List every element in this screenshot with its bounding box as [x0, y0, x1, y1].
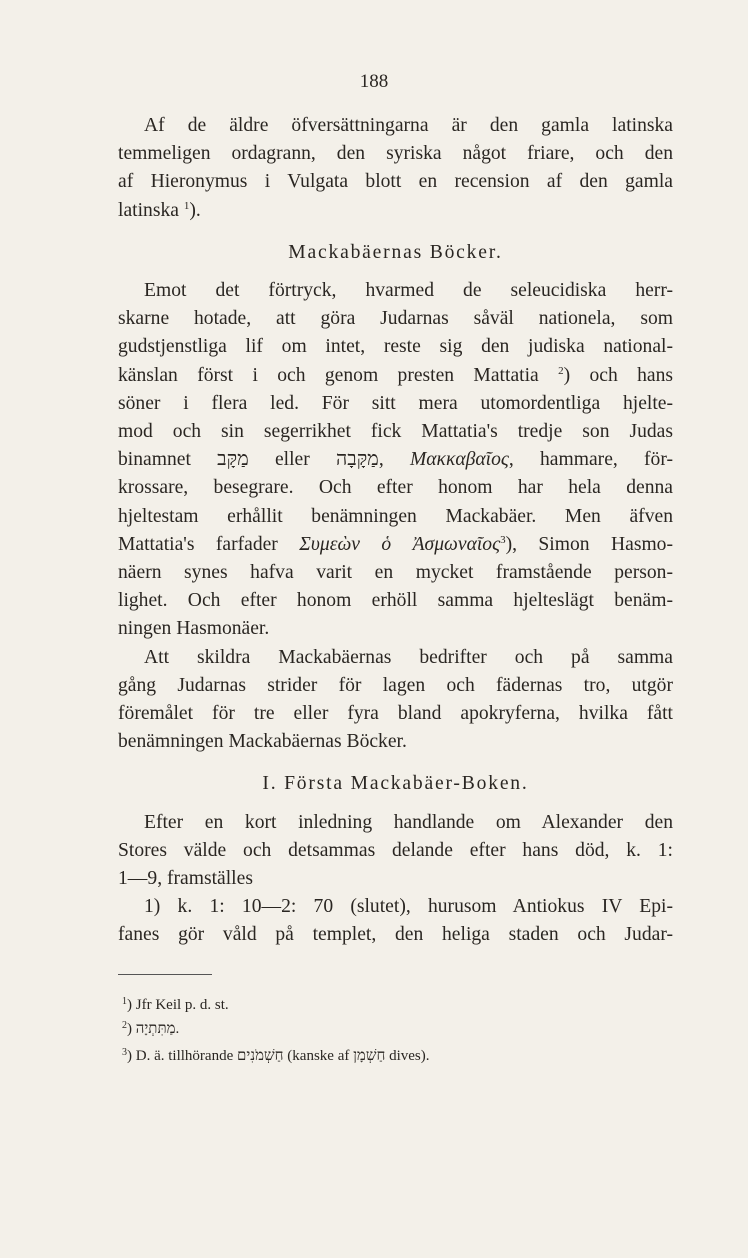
paragraph-point-1 [118, 893, 673, 949]
paragraph-introduction [118, 809, 673, 894]
text-line: benämningen Mackabäernas Böcker. [118, 731, 407, 753]
footnote-number: 3 [122, 1047, 127, 1058]
footnote-number: 2 [122, 1020, 127, 1031]
section-heading: Mackabäernas Böcker. [288, 241, 503, 263]
footnote-divider [118, 974, 212, 975]
footnote-mark: 1 [183, 199, 190, 212]
footnote-mark: 2 [558, 364, 564, 377]
greek-word: Μακκαβαῖος [409, 449, 509, 471]
page-number: 188 [359, 71, 389, 92]
text-line: gudstjenstliga lif om intet, reste sig den judiska national- [118, 336, 673, 358]
text-line: krossare, besegrare. Och efter honom har hela denna [118, 477, 673, 499]
text-fragment: Mattatia's farfader [118, 533, 278, 555]
text-line: Stores välde och detsammas delande efter hans död, k. 1: [118, 839, 673, 861]
text-fragment: latinska [118, 199, 179, 221]
body-text [118, 112, 673, 950]
text-line: fanes gör våld på templet, den heliga staden och Judar- [118, 924, 673, 946]
text-line: af Hieronymus i Vulgata blott en recension af den gamla [118, 171, 673, 193]
text-line: 1—9, framställes [118, 868, 253, 890]
text-line: skarne hotade, att göra Judarnas såväl nationela, som [118, 308, 673, 330]
paragraph-intro [118, 112, 673, 225]
section-heading: I. Första Mackabäer-Boken. [262, 773, 529, 795]
text-line: latinska $^1$). [118, 199, 201, 221]
text-line: temmeligen ordagrann, den syriska något friare, och den [118, 143, 673, 165]
text-line: känslan först i och genom presten Mattatia $^2$) och hans [118, 364, 673, 386]
text-line: Emot det förtryck, hvarmed de seleucidiska herr- [144, 280, 673, 302]
paragraph-subject [118, 644, 673, 757]
text-line: 1) k. 1: 10—2: 70 (slutet), hurusom Antiokus IV Epi- [144, 896, 673, 918]
footnote-mark: 3 [500, 533, 506, 546]
text-line: mod och sin segerrikhet fick Mattatia's tredje son Judas [118, 421, 673, 443]
footnote-text: D. ä. tillhörande [135, 1048, 234, 1064]
hebrew-word: מַתִּתְיָה [135, 1021, 176, 1037]
hebrew-word: חַשְׁמָן [353, 1048, 386, 1064]
text-line: näern synes hafva varit en mycket framstående person- [118, 562, 673, 584]
text-fragment: , Simon Hasmo- [512, 533, 674, 555]
hebrew-word: מַקָּבָה [335, 449, 379, 471]
hebrew-word: חַשְׁמֹנִים [236, 1048, 284, 1064]
footnote-paren: ) [127, 1048, 132, 1064]
footnote-1 [122, 992, 229, 1015]
text-line: föremålet för tre eller fyra bland apokryferna, hvilka fått [118, 703, 673, 725]
footnote-paren: ) [127, 997, 132, 1013]
footnote-3 [122, 1043, 430, 1066]
paragraph-mackabees [118, 277, 673, 644]
text-fragment: och hans [589, 364, 673, 386]
text-fragment: , hammare, för- [508, 449, 673, 471]
footnote-number: 1 [122, 996, 127, 1007]
text-fragment: binamnet [118, 449, 191, 471]
text-line: Att skildra Mackabäernas bedrifter och på samma [144, 646, 673, 668]
text-fragment: eller [274, 449, 310, 471]
greek-word: Συμεὼν ὁ Ἀσμωναῖος [299, 533, 501, 555]
text-fragment: känslan först i och genom presten Mattatia [118, 364, 539, 386]
text-line: Mattatia's farfader Συμεὼν ὁ Ἀσμωναῖος$^3$), Simon Hasmo- [118, 533, 674, 555]
text-line: lighet. Och efter honom erhöll samma hjelteslägt benäm- [118, 590, 673, 612]
text-line: Af de äldre öfversättningarna är den gamla latinska [144, 115, 673, 136]
footnote-paren: ) [127, 1021, 132, 1037]
footnote-text: (kanske af [287, 1048, 350, 1064]
text-line: hjeltestam erhållit benämningen Mackabäer. Men äfven [118, 505, 673, 527]
hebrew-word: מַקָּב [217, 449, 249, 471]
footnote-text: dives). [389, 1048, 430, 1064]
text-line: ningen Hasmonäer. [118, 618, 270, 640]
text-line: gång Judarnas strider för lagen och fädernas tro, utgör [118, 674, 673, 696]
footnote-text: Jfr Keil p. d. st. [135, 997, 229, 1013]
footnote-2: $^2$) מַתִּתְיָה. [122, 1020, 180, 1037]
text-line: Efter en kort inledning handlande om Alexander den [144, 811, 673, 833]
text-line: binamnet מַקָּב eller מַקָּבָה, Μακκαβαῖος, hammare, för- [118, 449, 673, 471]
text-line: söner i flera led. För sitt mera utomordentliga hjelte- [118, 392, 673, 414]
